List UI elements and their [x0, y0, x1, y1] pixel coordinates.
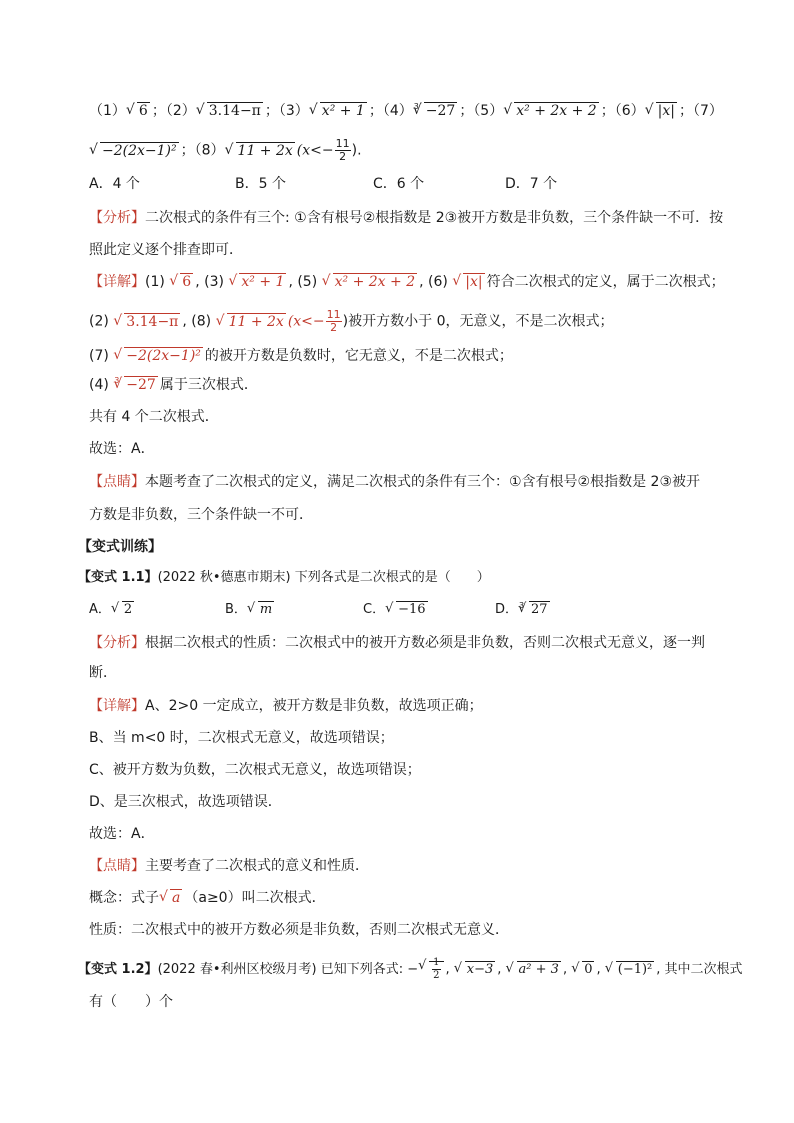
v11-detail-line-2: B、当 m<0 时，二次根式无意义，故选项错误；: [89, 730, 394, 746]
detail-answer: 故选：A．: [89, 441, 155, 457]
analysis-text: 二次根式的条件有三个: ①含有根号②根指数是 2③被开方数是非负数，三个条件缺一不可．按: [145, 210, 724, 226]
item-6-index: （6）: [614, 103, 645, 119]
variant-1-2-question: 【变式 1.2】(2022 春•利州区校级月考) 已知下列各式: − √ $\frac{1}{2}$ , √ x−3 , √ a² + 3 , √ 0 , √ (−1)² , 其中二次根式: [78, 957, 743, 982]
variant-1-1-options: [89, 600, 552, 620]
item-8-index: （8）: [194, 142, 225, 159]
radical-5: √ x² + 2x + 2: [503, 101, 598, 121]
variant-1-1-question: 【变式 1.1】(2022 秋•德惠市期末) 下列各式是二次根式的是（ ）: [78, 570, 490, 585]
comment-line-1: 【点睛】本题考查了二次根式的定义，满足二次根式的条件有三个：①含有根号②根指数是 2③被开: [89, 474, 701, 490]
item-2-index: （2）: [165, 103, 196, 119]
v11-answer: 故选：A．: [89, 826, 155, 842]
option-d: D．7 个: [505, 176, 558, 192]
detail-line-3: (7) √ −2(2x−1)² 的被开方数是负数时，它无意义，不是二次根式；: [89, 346, 513, 366]
problem-line-2: √ −2(2x−1)² ；（8）√ 11 + 2x (x<− $\frac{11}{2}$ ).: [89, 138, 362, 163]
detail-line-5: 共有 4 个二次根式．: [89, 409, 219, 425]
item-1-index: （1）: [89, 103, 126, 119]
detail-line-1: 【详解】(1) √ 6 , (3) √ x² + 1 , (5) √ x² + 2x + 2 , (6) √ |x| 符合二次根式的定义，属于二次根式；: [89, 272, 725, 292]
detail-line-4: (4) √ 3 −27 属于三次根式．: [89, 375, 258, 395]
item-7-index: （7）: [692, 103, 723, 119]
variant-1-2-line-2: 有（ ）个: [89, 994, 173, 1010]
detail-tag: 【详解】: [89, 274, 145, 290]
v11-analysis-line-1: 【分析】根据二次根式的性质：二次根式中的被开方数必须是非负数，否则二次根式无意义，逐一判: [89, 635, 705, 651]
detail-radical-3: √ x² + 1: [228, 272, 286, 292]
problem-line-1: （1）√ 6 ；（2）√ 3.14−π ；（3）√ x² + 1 ；（4） √ 3 −27 ；（5）√ x² + 2x + 2 ；（6）√ |x| ；（7）: [89, 101, 723, 121]
radical-6: √ |x|: [645, 101, 677, 121]
v11-comment: 【点睛】主要考查了二次根式的意义和性质．: [89, 858, 369, 874]
v11-option-c: C．√ −16: [363, 600, 495, 620]
detail-radical-8: √ 11 + 2x: [216, 312, 286, 332]
v11-option-a: A．√ 2: [89, 600, 225, 620]
detail-radical-6: √ |x|: [452, 272, 484, 292]
radical-3: √ x² + 1: [309, 101, 367, 121]
v11-detail-line-1: 【详解】A、2>0 一定成立，被开方数是非负数，故选项正确；: [89, 698, 483, 714]
detail-radical-2: √ 3.14−π: [113, 312, 180, 332]
item-3-index: （3）: [278, 103, 309, 119]
detail-radical-1: √ 6: [169, 272, 193, 292]
comment-tag: 【点睛】: [89, 474, 145, 490]
radical-4: √ 3 −27: [413, 101, 458, 121]
detail-radical-4: √ 3 −27: [113, 375, 158, 395]
v11-detail-line-4: D、是三次根式，故选项错误．: [89, 794, 282, 810]
v11-concept: 概念：式子√ a （a≥0）叫二次根式．: [89, 888, 326, 908]
v11-option-d: D． √ 3 27: [495, 600, 552, 620]
v11-detail-line-3: C、被开方数为负数，二次根式无意义，故选项错误；: [89, 762, 421, 778]
detail-radical-7: √ −2(2x−1)²: [113, 346, 203, 366]
detail-radical-5: √ x² + 2x + 2: [322, 272, 417, 292]
radical-7: √ −2(2x−1)²: [89, 141, 179, 161]
v11-analysis-line-2: 断．: [89, 665, 117, 681]
analysis-line-2: 照此定义逐个排查即可．: [89, 242, 243, 258]
v11-property: 性质：二次根式中的被开方数必须是非负数，否则二次根式无意义．: [89, 922, 509, 938]
option-b: B．5 个: [235, 176, 286, 192]
radical-2: √ 3.14−π: [196, 101, 263, 121]
item-5-index: （5）: [473, 103, 504, 119]
radical-1: √ 6: [126, 101, 150, 121]
radical-8: √ 11 + 2x: [225, 141, 295, 161]
detail-fraction: $\frac{11}{2}$: [326, 308, 341, 334]
options-row: [89, 174, 557, 194]
v11-option-b: B．√ m: [225, 600, 363, 620]
comment-line-2: 方数是非负数，三个条件缺一不可．: [89, 507, 313, 523]
analysis-tag: 【分析】: [89, 210, 145, 226]
option-c: C．6 个: [373, 176, 425, 192]
fraction-11-2: $\frac{11}{2}$: [335, 137, 350, 163]
option-a: A．4 个: [89, 176, 140, 192]
item-4-index: （4）: [382, 103, 413, 119]
variant-heading: 【变式训练】: [78, 539, 162, 555]
detail-line-2: (2) √ 3.14−π , (8) √ 11 + 2x (x<− $\frac{11}{2}$ )被开方数小于 0，无意义，不是二次根式；: [89, 309, 613, 334]
analysis-line-1: [89, 208, 723, 228]
